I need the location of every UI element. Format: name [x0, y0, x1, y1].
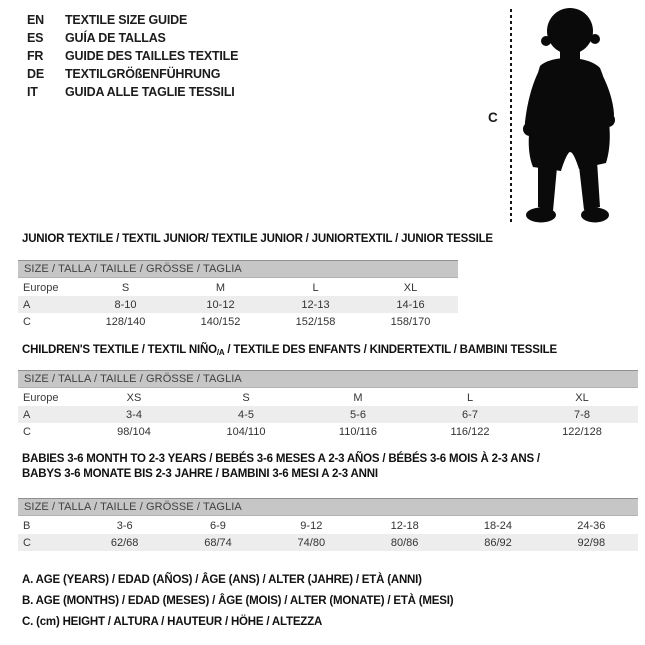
table-cell: 3-6: [116, 519, 133, 532]
row-label: C: [23, 315, 31, 328]
size-table: [18, 517, 638, 551]
table-cell: 122/128: [562, 425, 602, 438]
table-cell: L: [312, 281, 319, 294]
table-cell: 3-4: [78, 406, 190, 423]
table-cell: 98/104: [117, 425, 151, 438]
table-cell: 116/122: [450, 425, 490, 438]
size-header-bar: SIZE / TALLA / TAILLE / GRÖSSE / TAGLIA: [18, 260, 458, 278]
table-row: [18, 279, 458, 296]
table-cell: 24-36: [577, 519, 606, 532]
table-row: [18, 534, 638, 551]
language-title: GUIDA ALLE TAGLIE TESSILI: [65, 85, 235, 99]
language-code: IT: [27, 85, 38, 99]
language-row-en: [27, 11, 238, 29]
table-cell: M: [353, 391, 363, 404]
table-cell: 62/68: [78, 534, 171, 551]
children-table-title-suffix: / TEXTILE DES ENFANTS / KINDERTEXTIL / BAMBINI TESSILE: [224, 344, 557, 356]
language-row-es: [27, 29, 238, 47]
language-code: FR: [27, 49, 44, 63]
footnote-age-months: B. AGE (MONTHS) / EDAD (MESES) / ÂGE (MOIS) / ALTER (MONATE) / ETÀ (MESI): [22, 595, 454, 607]
table-cell: 6-9: [210, 519, 226, 532]
table-cell: XS: [126, 391, 142, 404]
height-measure-dashed-line: [510, 9, 512, 224]
table-cell: 14-16: [363, 296, 458, 313]
footnote-height: C. (cm) HEIGHT / ALTURA / HAUTEUR / HÖHE / ALTEZZA: [22, 616, 323, 628]
junior-size-table: [18, 260, 458, 330]
table-cell: 158/170: [390, 315, 431, 328]
row-label: C: [18, 534, 78, 551]
language-title: TEXTILE SIZE GUIDE: [65, 13, 188, 27]
language-title: GUIDE DES TAILLES TEXTILE: [65, 49, 239, 63]
table-cell: 104/110: [226, 425, 266, 438]
language-code: DE: [27, 67, 44, 81]
language-title: GUÍA DE TALLAS: [65, 31, 166, 45]
table-cell: 92/98: [545, 534, 638, 551]
table-cell: 68/74: [171, 534, 264, 551]
language-row-it: [27, 83, 238, 101]
table-cell: 152/158: [295, 315, 336, 328]
table-cell: S: [121, 281, 130, 294]
table-cell: 74/80: [265, 534, 358, 551]
language-row-fr: [27, 47, 238, 65]
language-guide-list: [27, 11, 238, 101]
size-table: [18, 279, 458, 330]
footnote-age-years: A. AGE (YEARS) / EDAD (AÑOS) / ÂGE (ANS) / ALTER (JAHRE) / ETÀ (ANNI): [22, 574, 422, 586]
table-row: [18, 423, 638, 440]
table-cell: 8-10: [78, 296, 173, 313]
table-cell: M: [215, 281, 226, 294]
table-cell: 128/140: [105, 315, 146, 328]
row-label: A: [18, 296, 78, 313]
row-label: Europe: [23, 281, 59, 294]
children-table-title-sub: /A: [216, 348, 225, 357]
table-cell: L: [466, 391, 474, 404]
babies-size-table: [18, 498, 638, 551]
table-cell: 12-13: [268, 296, 363, 313]
babies-table-title-line1: BABIES 3-6 MONTH TO 2-3 YEARS / BEBÉS 3-6 MESES A 2-3 AÑOS / BÉBÉS 3-6 MOIS À 2-3 ANS /: [22, 453, 540, 465]
table-cell: 7-8: [526, 406, 638, 423]
table-row: [18, 296, 458, 313]
table-cell: 6-7: [414, 406, 526, 423]
children-size-table: [18, 370, 638, 440]
row-label: Europe: [23, 391, 59, 404]
table-cell: S: [242, 391, 250, 404]
babies-table-title: [22, 452, 540, 482]
size-header-bar: SIZE / TALLA / TAILLE / GRÖSSE / TAGLIA: [18, 370, 638, 388]
children-table-title-prefix: CHILDREN'S TEXTILE / TEXTIL NIÑO: [22, 344, 217, 356]
table-cell: XL: [403, 281, 418, 294]
table-row: [18, 406, 638, 423]
footnote-list: [22, 570, 453, 633]
junior-table-title: [22, 232, 493, 247]
table-cell: 86/92: [451, 534, 544, 551]
table-cell: 9-12: [300, 519, 323, 532]
table-cell: 80/86: [358, 534, 451, 551]
language-code: ES: [27, 31, 44, 45]
baby-silhouette-icon: [516, 4, 622, 230]
row-label: B: [23, 519, 31, 532]
language-code: EN: [27, 13, 44, 27]
language-row-de: [27, 65, 238, 83]
table-cell: 10-12: [173, 296, 268, 313]
table-cell: 18-24: [483, 519, 513, 532]
table-row: [18, 517, 638, 534]
height-measure-label: C: [488, 110, 498, 125]
babies-table-title-line2: BABYS 3-6 MONATE BIS 2-3 JAHRE / BAMBINI 3-6 MESI A 2-3 ANNI: [22, 468, 378, 480]
table-cell: XL: [575, 391, 589, 404]
table-cell: 5-6: [302, 406, 414, 423]
table-row: [18, 313, 458, 330]
table-cell: 4-5: [190, 406, 302, 423]
language-title: TEXTILGRÖßENFÜHRUNG: [65, 67, 221, 81]
size-header-bar: SIZE / TALLA / TAILLE / GRÖSSE / TAGLIA: [18, 498, 638, 516]
row-label: C: [23, 425, 31, 438]
junior-table-title-text: JUNIOR TEXTILE / TEXTIL JUNIOR/ TEXTILE JUNIOR / JUNIORTEXTIL / JUNIOR TESSILE: [22, 233, 493, 245]
table-cell: 12-18: [390, 519, 419, 532]
table-row: [18, 389, 638, 406]
table-cell: 110/116: [338, 425, 378, 438]
table-cell: 140/152: [200, 315, 241, 328]
children-table-title: [22, 343, 557, 360]
row-label: A: [18, 406, 78, 423]
size-table: [18, 389, 638, 440]
